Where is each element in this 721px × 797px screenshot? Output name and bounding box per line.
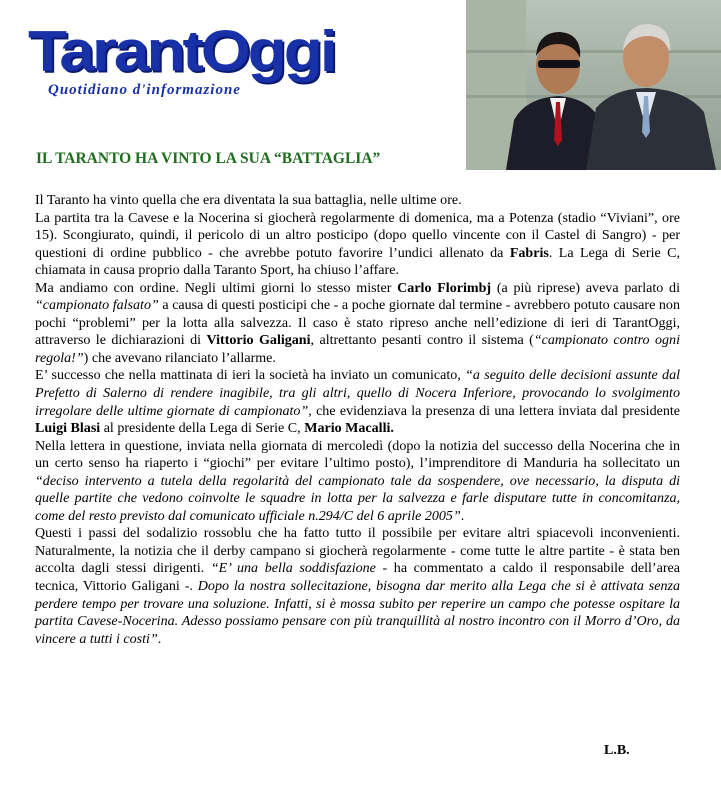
quote: “campionato contro ogni regola!” — [35, 332, 680, 366]
paragraph-text: a causa di questi posticipi che - a poche giornate dal termine - avrebbero potuto causare non pochi “problemi” per la lotta alla salvezza. Il caso è stato ripreso anche nell’edizione di ieri di TarantOggi, attraverso le dichiarazioni di — [35, 297, 680, 349]
paragraph-text: - ha commentato a caldo il responsabile dell’area tecnica, Vittorio Galigani -. — [35, 560, 680, 595]
quote: “E’ una bella soddisfazione — [210, 560, 376, 577]
masthead-logo — [28, 18, 448, 104]
paragraph-5 — [35, 438, 680, 526]
article-headline: IL TARANTO HA VINTO LA SUA “BATTAGLIA” — [36, 150, 381, 167]
paragraph-text: Questi i passi del sodalizio rossoblu che ha fatto tutto il possibile per evitare altri spiacevoli inconvenienti. Naturalmente, la notizia che il derby campano si giocherà regolarmente - come tutte le altre partite - è stata ben accolta dagli stessi dirigenti. — [35, 525, 680, 577]
photo-two-men-icon — [466, 0, 721, 170]
quote: Dopo la nostra sollecitazione, bisogna dar merito alla Lega che si è attivata senza perdere tempo per trovare una soluzione. Infatti, si è mossa subito per reperire un campo che potesse ospitare la partita Cavese-Nocerina. Adesso possiamo pensare con più tranquillità al nostro incontro con il Morro d’Oro, da vincere a tutti i costi” — [35, 578, 680, 647]
paragraph-text: (a più riprese) aveva parlato di — [491, 279, 680, 296]
quote: “deciso intervento a tutela della regolarità del campionato tale da sospendere, ove necessario, la disputa di quelle partite che vedono coinvolte le squadre in lotta per la salvezza e farle disputare tutte in concomitanza, come del resto previsto dal comunicato ufficiale n.294/C del 6 aprile 2005” — [35, 472, 680, 524]
paragraph-1 — [35, 192, 680, 210]
name-fabris: Fabris — [509, 244, 549, 261]
paragraph-text: La partita tra la Cavese e la Nocerina si giocherà regolarmente di domenica, ma a Potenza (stadio “Viviani”, ore 15). Scongiurato, quindi, il pericolo di un altro posticipo (dopo quello vincente con il Castel di Sangro) - per questioni di ordine pubblico - che avrebbe potuto favorire l’undici allenato da — [35, 209, 680, 261]
paragraph-text: Nella lettera in questione, inviata nella giornata di mercoledì (dopo la notizia del successo della Nocerina che in un certo senso ha riaperto i “giochi” per evitare l’ultimo posto), l’imprenditore di Manduria ha sollecitato un — [35, 437, 680, 472]
paragraph-3 — [35, 280, 680, 368]
article-body — [35, 192, 680, 648]
author-signature: L.B. — [604, 743, 630, 758]
paragraph-text: Il Taranto ha vinto quella che era diventata la sua battaglia, nelle ultime ore. — [35, 192, 462, 208]
paragraph-text: al presidente della Lega di Serie C, — [100, 420, 305, 437]
paragraph-2 — [35, 210, 680, 280]
quote: “campionato falsato” — [35, 297, 159, 314]
masthead-title: TarantOggi — [28, 18, 335, 84]
paragraph-text: Ma andiamo con ordine. Negli ultimi giorni lo stesso mister — [35, 279, 398, 296]
name-luigi-blasi: Luigi Blasi — [35, 420, 101, 437]
paragraph-4 — [35, 367, 680, 437]
paragraph-6 — [35, 525, 680, 648]
article-photo — [466, 0, 721, 170]
paragraph-text: E’ successo che nella mattinata di ieri la società ha inviato un comunicato, — [35, 367, 466, 384]
paragraph-text: , che evidenziava la presenza di una lettera inviata dal presidente — [308, 402, 680, 419]
name-carlo-florimbj: Carlo Florimbj — [397, 279, 492, 296]
name-vittorio-galigani: Vittorio Galigani — [206, 332, 311, 349]
masthead-tagline: Quotidiano d'informazione — [48, 82, 241, 98]
paragraph-text: . — [460, 507, 465, 524]
paragraph-text: . La Lega di Serie C, chiamata in causa proprio dalla Taranto Sport, ha chiuso l’affare. — [35, 244, 680, 279]
paragraph-text: . — [157, 630, 162, 647]
quote: “a seguito delle decisioni assunte dal Prefetto di Salerno di rendere inagibile, tra gli altri, quello di Nocera Inferiore, provocando lo svolgimento irregolare delle ultime giornate di campionato” — [35, 367, 681, 419]
paragraph-text: , altrettanto pesanti contro il sistema ( — [310, 332, 534, 349]
name-mario-macalli: Mario Macalli. — [304, 420, 394, 437]
paragraph-text: ) che avevano rilanciato l’allarme. — [83, 349, 276, 366]
